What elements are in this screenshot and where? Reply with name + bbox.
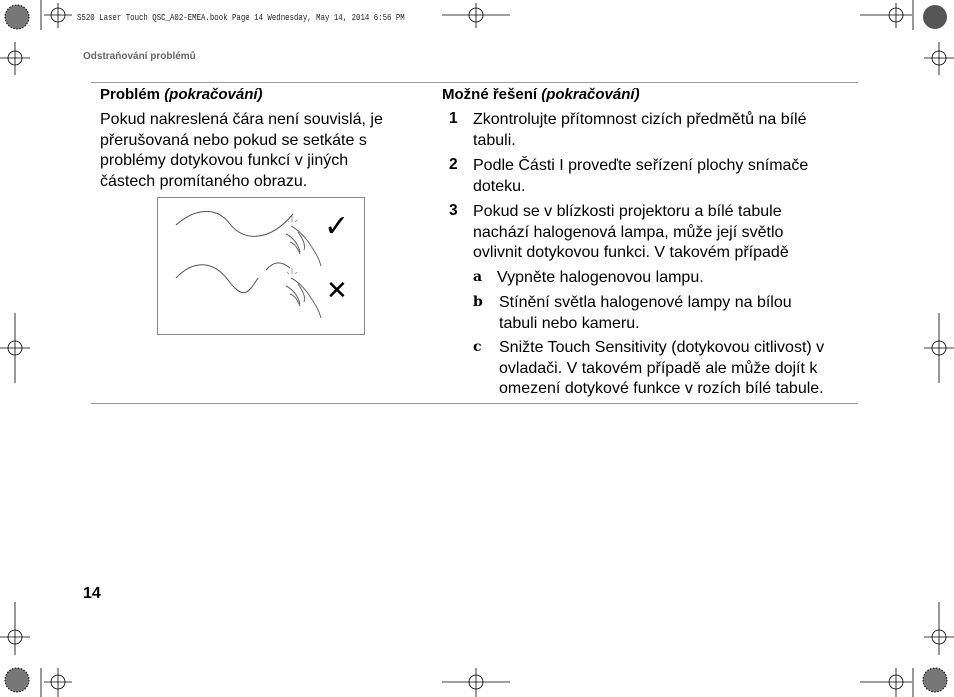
substep-line: Stínění světla halogenové lampy na bílou [499,294,792,311]
check-icon: ✓ [324,209,350,244]
problem-line: problémy dotykovou funkcí v jiných [100,152,349,169]
substep-line: tabuli nebo kameru. [499,314,640,332]
substep-line: Vypněte halogenovou lampu. [497,269,704,286]
table-bottom-rule [91,403,858,404]
cross-icon: ✕ [326,276,348,306]
solution-header-label: Možné řešení [442,86,538,103]
substep-letter: b [473,294,483,310]
problem-header-label: Problém [100,86,161,103]
problem-header-continued: (pokračování) [164,86,263,103]
continuous-line-curve [176,211,293,236]
substep-letter: c [473,339,482,355]
step-line: Podle Části I proveďte seřízení plochy snímače [473,157,809,174]
section-header: Odstraňování problémů [83,51,196,62]
broken-line-curve [176,263,290,293]
table-top-rule [91,82,858,83]
step-number: 1 [449,110,458,127]
line-drawing-figure [158,198,364,334]
substep-line: omezení dotykové funkce v rozích bílé tabule. [499,380,824,397]
step-number: 2 [449,156,458,173]
hand-sketch [286,278,321,318]
problem-line: Pokud nakreslená čára není souvislá, je [100,111,383,128]
step-line: ovlivnit dotykovou funkci. V takovém případě [473,244,789,261]
step-line: tabuli. [473,131,516,149]
solution-column-header [442,86,640,103]
page-number: 14 [83,585,101,602]
solution-header-continued: (pokračování) [541,86,640,103]
hand-sketch [286,226,321,266]
problem-line: částech promítaného obrazu. [100,172,308,190]
step-line: nachází halogenová lampa, může její světlo [473,223,784,241]
problem-line: přerušovaná nebo pokud se setkáte s [100,131,367,149]
touch-line-illustration [157,197,365,335]
problem-column-header [100,86,263,103]
step-line: doteku. [473,177,526,195]
step-line: Pokud se v blízkosti projektoru a bílé tabule [473,203,782,220]
step-number: 3 [449,202,458,219]
substep-line: Snižte Touch Sensitivity (dotykovou citlivost) v [499,339,825,356]
problem-description [100,110,383,192]
print-info-line: S520 Laser Touch QSC_A02-EMEA.book Page 14 Wednesday, May 14, 2014 6:56 PM [77,13,405,23]
step-line: Zkontrolujte přítomnost cizích předmětů na bílé [473,111,807,128]
substep-letter: a [473,269,483,285]
substep-line: ovladači. V takovém případě ale může dojít k [499,359,818,377]
